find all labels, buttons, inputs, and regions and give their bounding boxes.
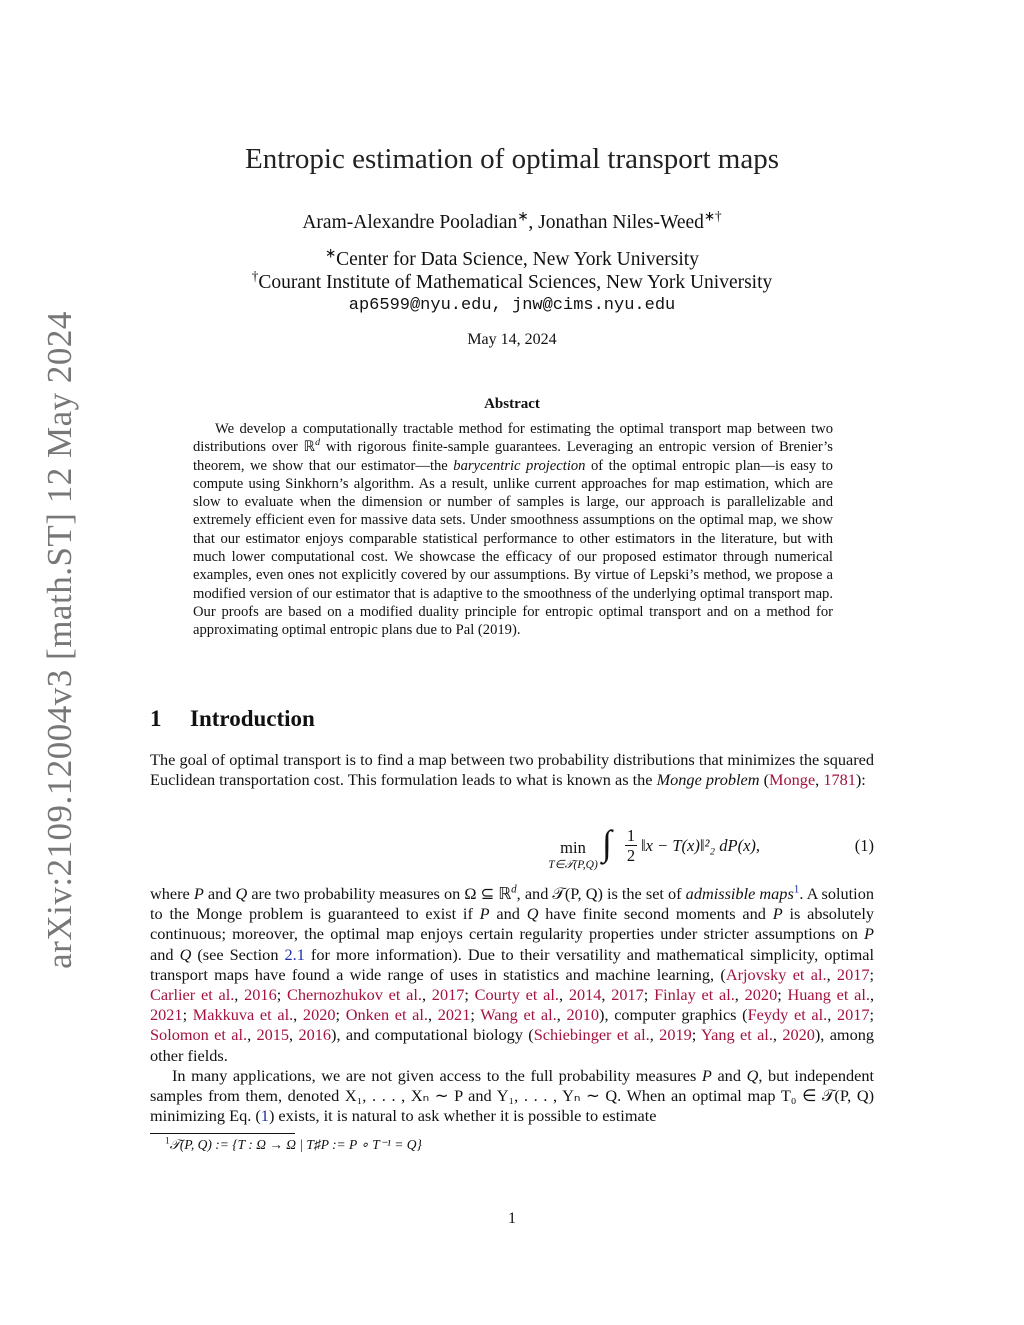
citation-link[interactable]: Feydy et al. (747, 1005, 828, 1025)
footnote (165, 1137, 422, 1153)
citation-year-link[interactable]: 2021 (150, 1005, 183, 1025)
body-text: , but independent samples from them, denoted X₁, . . . , Xₙ ∼ P and Y₁, . . . , Yₙ ∼ Q. When an optimal map T₀ ∈ 𝒯(P, Q) minimizing Eq. ( (150, 1065, 874, 1126)
equation-link[interactable]: 1 (260, 1106, 269, 1126)
author-separator: , (528, 212, 539, 233)
citation-year-link[interactable]: 2017 (611, 985, 644, 1005)
citation-group: Arjovsky et al., 2017; Carlier et al., 2016; Chernozhukov et al., 2017; Courty et al., 2014, 2017; Finlay et al., 2020; Huang et al., 2021; Makkuva et al., 2020; Onken et al., 2021; Wang et al., 2010 (150, 964, 875, 1025)
citation-year-link[interactable]: 2017 (836, 1005, 870, 1025)
author-name: Aram-Alexandre Pooladian (302, 212, 518, 233)
citation-link[interactable]: Solomon et al. (150, 1025, 248, 1045)
citation-year-link[interactable]: 2019 (659, 1025, 692, 1045)
citation-year-link[interactable]: 2016 (244, 985, 277, 1005)
math-symbol: P (479, 904, 490, 924)
section-link[interactable]: 2.1 (284, 944, 305, 964)
citation-year-link[interactable]: 2021 (437, 1005, 471, 1025)
paragraph-monge (150, 884, 874, 1126)
body-text: ) exists, it is natural to ask whether it is possible to estimate (268, 1106, 657, 1126)
citation-year-link[interactable]: 2016 (298, 1025, 332, 1045)
body-text: and (711, 1065, 747, 1085)
body-text: is absolutely continuous; moreover, the optimal map enjoys certain regularity properties under stricter assumptions on (150, 904, 875, 944)
citation-link[interactable]: Chernozhukov et al. (287, 985, 422, 1005)
math-symbol: P (772, 904, 783, 924)
abstract-superscript: d (315, 437, 321, 449)
affiliation (0, 245, 1024, 271)
body-text: In many applications, we are not given access to the full probability measures (172, 1065, 702, 1085)
citation-year-link[interactable]: 2017 (431, 985, 465, 1005)
abstract-text: of the optimal entropic plan—is easy to compute using Sinkhorn’s algorithm. As a result, unlike current approaches for map estimation, which are slow to evaluate when the dimension or number of samples is large, our approach is parallelizable and extremely efficient even for massive data sets. Under smoothness assumptions on the optimal map, we show that our estimator enjoys comparable statistical performance to other estimators in the literature, but with much lower computational cost. We showcase the efficacy of our proposed estimator through numerical examples, even ones not explicitly covered by our assumptions. By virtue of Lepski’s method, we propose a modified version of our estimator that is adaptive to the smoothness of the underlying optimal transport map. Our proofs are based on a modified duality principle for entropic optimal transport and on a method for approximating optimal entropic plans due to Pal (2019). (193, 457, 833, 639)
body-text: have finite second moments and (538, 904, 773, 924)
min-subscript: T∈𝒯(P,Q) (548, 859, 598, 871)
paragraph-intro (150, 750, 874, 790)
body-text: where (150, 884, 194, 903)
punct: , (815, 770, 824, 790)
affiliation-mark: ∗ (325, 245, 337, 261)
citation-year-link[interactable]: 2020 (302, 1005, 336, 1025)
emphasis: Monge problem (656, 770, 760, 790)
math-symbol: Q (746, 1065, 759, 1085)
affiliation-name: Courant Institute of Mathematical Sciences, New York University (258, 272, 773, 293)
page-number: 1 (508, 1210, 516, 1227)
footnote-text: 𝒯(P, Q) := {T : Ω → Ω | T♯P := P ∘ T⁻¹ = Q} (169, 1137, 422, 1152)
body-text: The goal of optimal transport is to find a map between two probability distributions that minimizes the squared Euclidean transportation cost. This formulation leads to what is known as the (150, 750, 874, 790)
citation-link[interactable]: Schiebinger et al. (533, 1025, 650, 1045)
citation-link[interactable]: Arjovsky et al. (725, 964, 827, 984)
author-name: Jonathan Niles-Weed (538, 212, 704, 233)
affiliation (0, 268, 1024, 294)
paper-date: May 14, 2024 (467, 331, 557, 348)
citation-link[interactable]: 1781 (823, 770, 856, 790)
citation-link[interactable]: Yang et al. (701, 1025, 773, 1045)
fraction-denominator: 2 (626, 846, 636, 865)
body-text: and (203, 884, 236, 903)
affiliation-name: Center for Data Science, New York University (336, 249, 699, 270)
punct: ): (855, 770, 866, 790)
arxiv-stamp[interactable]: arXiv:2109.12004v3 [math.ST] 12 May 2024 (40, 311, 79, 969)
body-text: and (489, 904, 527, 924)
body-text: for more information). Due to their versatility and mathematical simplicity, optimal transport maps have found a wide range of uses in statistics and machine learning, ( (150, 944, 874, 984)
citation-year-link[interactable]: 2017 (836, 964, 870, 984)
citation-link[interactable]: Wang et al. (480, 1005, 557, 1025)
abstract-body (193, 420, 833, 640)
body-text: and (150, 944, 180, 964)
footnote-link[interactable]: 1 (793, 883, 800, 896)
math-symbol: P (864, 924, 874, 944)
footnote-rule (150, 1133, 295, 1134)
citation-group: Schiebinger et al., 2019; Yang et al., 2020 (533, 1025, 815, 1045)
math-superscript: d (511, 883, 517, 896)
citation-link[interactable]: Makkuva et al. (192, 1005, 294, 1025)
citation-year-link[interactable]: 2015 (256, 1025, 290, 1045)
integral-sign: ∫ (602, 823, 612, 863)
abstract-text: We develop a computationally tractable method for estimating the optimal transport map between two distributions over ℝ (193, 421, 833, 456)
affiliation-mark: † (251, 268, 259, 284)
paper-title: Entropic estimation of optimal transport maps (245, 143, 779, 175)
author-mark: ∗† (703, 208, 722, 224)
citation-link[interactable]: Carlier et al. (150, 985, 235, 1005)
abstract-emphasis: barycentric projection (453, 457, 586, 474)
section-number: 1 (150, 706, 162, 731)
body-text: , and 𝒯(P, Q) is the set of (516, 884, 686, 903)
citation-year-link[interactable]: 2010 (566, 1005, 600, 1025)
equation-1 (150, 823, 874, 876)
math-symbol: P (193, 884, 204, 903)
fraction (625, 826, 637, 865)
math-symbol: P (701, 1065, 712, 1085)
body-text: ), among other fields. (150, 1025, 875, 1065)
author-line (0, 208, 1024, 234)
citation-group: Feydy et al., 2017; Solomon et al., 2015, 2016 (150, 1005, 875, 1045)
citation-link[interactable]: Huang et al. (787, 985, 870, 1005)
abstract-heading: Abstract (484, 396, 540, 412)
math-symbol: Q (235, 884, 248, 903)
citation-link[interactable]: Monge (769, 770, 816, 790)
citation-link[interactable]: Courty et al. (474, 985, 559, 1005)
author-emails: ap6599@nyu.edu, jnw@cims.nyu.edu (348, 296, 676, 315)
math-symbol: Q (179, 944, 192, 964)
fraction-numerator: 1 (626, 826, 636, 845)
emphasis: admissible maps (685, 884, 794, 903)
citation-link[interactable]: Onken et al. (345, 1005, 429, 1025)
body-text: are two probability measures on Ω ⊆ ℝ (247, 884, 512, 903)
math-symbol: Q (526, 904, 539, 924)
body-text: . A solution to the Monge problem is guaranteed to exist if (150, 884, 874, 924)
citation-year-link[interactable]: 2020 (782, 1025, 815, 1045)
author-mark: ∗ (517, 208, 529, 224)
body-text: ), computer graphics ( (599, 1005, 748, 1025)
body-text: ), and computational biology ( (331, 1025, 534, 1045)
punct: ( (759, 770, 770, 790)
footnote-mark: 1 (165, 1135, 170, 1146)
min-operator: min (560, 838, 586, 857)
citation-year-link[interactable]: 2014 (568, 985, 602, 1005)
equation-number: (1) (854, 836, 874, 855)
section-title: Introduction (190, 706, 315, 731)
body-text: (see Section (191, 944, 285, 964)
abstract-text: with rigorous finite-sample guarantees. Leveraging an entropic version of Brenier’s theorem, we show that our estimator—the (193, 439, 833, 474)
citation-link[interactable]: Finlay et al. (654, 985, 735, 1005)
equation-min (540, 838, 606, 872)
equation-integrand: ‖x − T(x)‖²₂ dP(x), (641, 836, 761, 855)
citation-year-link[interactable]: 2020 (744, 985, 778, 1005)
section-heading (150, 706, 315, 732)
